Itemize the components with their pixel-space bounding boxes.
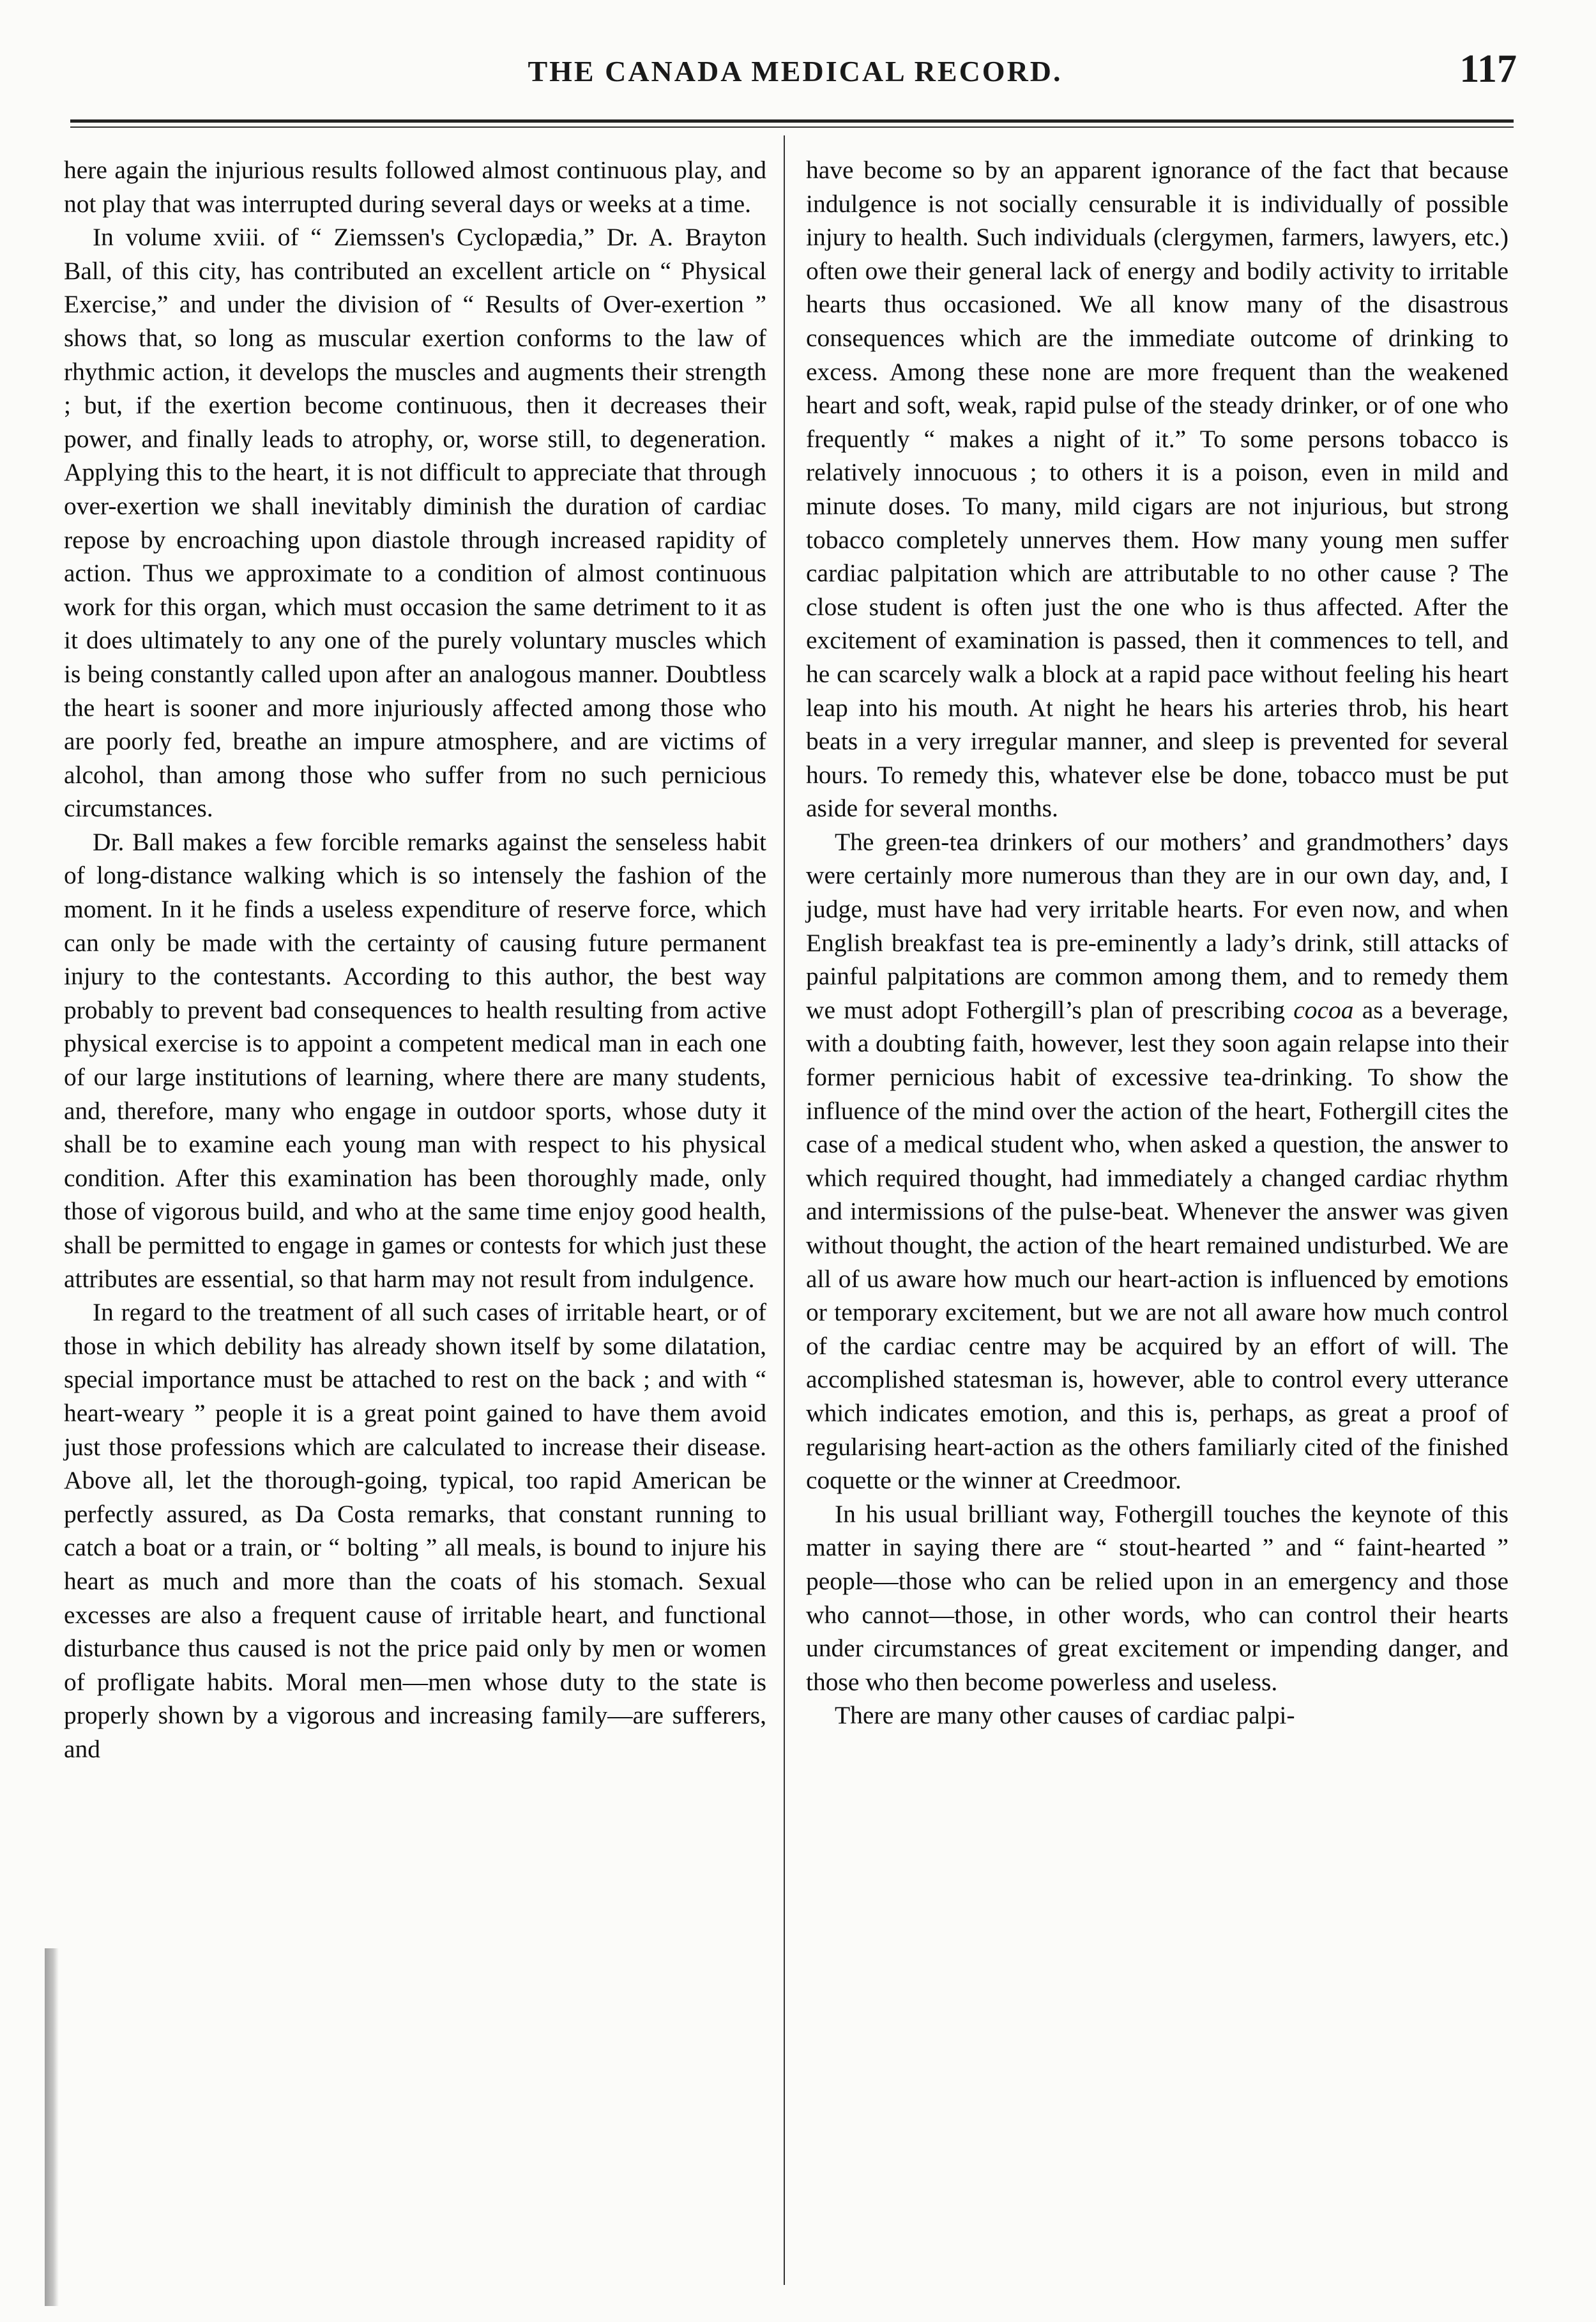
left-column	[64, 153, 766, 1766]
header-rule-thick	[70, 119, 1514, 123]
left-paragraph-1: here again the injurious results followed almost continuous play, and not play that was interrupted during several days or weeks at a time.	[64, 156, 766, 218]
right-column	[806, 153, 1509, 1732]
page-number: 117	[1459, 47, 1517, 91]
header-rule-thin	[70, 126, 1514, 128]
page-header	[64, 47, 1526, 118]
right-paragraph-2	[806, 825, 1509, 1497]
right-paragraph-2-text-a: The green-tea drinkers of our mothers’ and grandmothers’ days were certainly more numerous than they are in our own day, and, I judge, must have had very irritable hearts. For even now, and when English breakfast tea is pre-eminently a lady’s drink, still attacks of painful palpitations are common among them, and to remedy them we must adopt Fothergill’s plan of prescribing	[806, 827, 1509, 1024]
right-paragraph-4: There are many other causes of cardiac palpi-	[835, 1701, 1295, 1730]
binding-shadow	[45, 1948, 59, 2306]
right-paragraph-2-text-b: as a beverage, with a doubting faith, however, lest they soon again relapse into their former pernicious habit of excessive tea-drinking. To show the influence of the mind over the action of the heart, Fothergill cites the case of a medical student who, when asked a question, the answer to which required thought, had immediately a changed cardiac rhythm and intermissions of the pulse-beat. Whenever the answer was given without thought, the action of the heart remained undisturbed. We are all of us aware how much our heart-action is influenced by emotions or temporary excitement, but we are not all aware how much control of the cardiac centre may be acquired by an effort of will. The accomplished statesman is, however, able to control every utterance which indicates emotion, and this is, perhaps, as great a proof of regularising heart-action as the others familiarly cited of the finished coquette or the winner at Creedmoor.	[806, 995, 1509, 1495]
left-paragraph-4: In regard to the treatment of all such cases of irritable heart, or of those in which debility has already shown itself by some dilatation, special importance must be attached to rest on the back ; and with “ heart-weary ” people it is a great point gained to have them avoid just those professions which are calculated to increase their disease. Above all, let the thorough-going, typical, too rapid American be perfectly assured, as Da Costa remarks, that constant running to catch a boat or a train, or “ bolting ” all meals, is bound to injure his heart as much and more than the coats of his stomach. Sexual excesses are also a frequent cause of irritable heart, and functional disturbance thus caused is not the price paid only by men or women of profligate habits. Moral men—men whose duty to the state is properly shown by a vigorous and increasing family—are sufferers, and	[64, 1298, 766, 1763]
column-divider	[784, 135, 785, 2285]
running-head: THE CANADA MEDICAL RECORD.	[528, 55, 1063, 88]
right-paragraph-3: In his usual brilliant way, Fothergill touches the keynote of this matter in saying there are “ stout-hearted ” and “ faint-hearted ” people—those who can be relied upon in an emergency and those who cannot—those, in other words, who can control their hearts under circumstances of great excitement or impending danger, and those who then become powerless and useless.	[806, 1499, 1509, 1696]
right-paragraph-1: have become so by an apparent ignorance of the fact that because indulgence is not socially censurable it is individually of possible injury to health. Such individuals (clergymen, farmers, lawyers, etc.) often owe their general lack of energy and bodily activity to irritable hearts thus occasioned. We all know many of the disastrous consequences which are the immediate outcome of drinking to excess. Among these none are more frequent than the weakened heart and soft, weak, rapid pulse of the steady drinker, or of one who frequently “ makes a night of it.” To some persons tobacco is relatively innocuous ; to others it is a poison, even in mild and minute doses. To many, mild cigars are not injurious, but strong tobacco completely unnerves them. How many young men suffer cardiac palpitation which are attributable to no other cause ? The close student is often just the one who is thus affected. After the excitement of examination is passed, then it commences to tell, and he can scarcely walk a block at a rapid pace without feeling his heart leap into his mouth. At night he hears his arteries throb, his heart beats in a very irregular manner, and sleep is prevented for several hours. To remedy this, whatever else be done, tobacco must be put aside for several months.	[806, 156, 1509, 823]
italic-cocoa: cocoa	[1293, 995, 1354, 1024]
left-paragraph-2: In volume xviii. of “ Ziemssen's Cyclopædia,” Dr. A. Brayton Ball, of this city, has contributed an excellent article on “ Physical Exercise,” and under the division of “ Results of Over-exertion ” shows that, so long as muscular exertion conforms to the law of rhythmic action, it develops the muscles and augments their strength ; but, if the exertion become continuous, then it decreases their power, and finally leads to atrophy, or, worse still, to degeneration. Applying this to the heart, it is not difficult to appreciate that through over-exertion we shall inevitably diminish the duration of cardiac repose by encroaching upon diastole through increased rapidity of action. Thus we approximate to a condition of almost continuous work for this organ, which must occasion the same detriment to it as it does ultimately to any one of the purely voluntary muscles which is being constantly called upon after an analogous manner. Doubtless the heart is sooner and more injuriously affected among those who are poorly fed, breathe an impure atmosphere, and are victims of alcohol, than among those who suffer from no such pernicious circumstances.	[64, 223, 766, 823]
left-paragraph-3: Dr. Ball makes a few forcible remarks against the senseless habit of long-distance walking which is so intensely the fashion of the moment. In it he finds a useless expenditure of reserve force, which can only be made with the certainty of causing future permanent injury to the contestants. According to this author, the best way probably to prevent bad consequences to health resulting from active physical exercise is to appoint a competent medical man in each one of our large institutions of learning, where there are many students, and, therefore, many who engage in outdoor sports, whose duty it shall be to examine each young man with respect to his physical condition. After this examination has been thoroughly made, only those of vigorous build, and who at the same time enjoy good health, shall be permitted to engage in games or contests for which just these attributes are essential, so that harm may not result from indulgence.	[64, 827, 766, 1293]
